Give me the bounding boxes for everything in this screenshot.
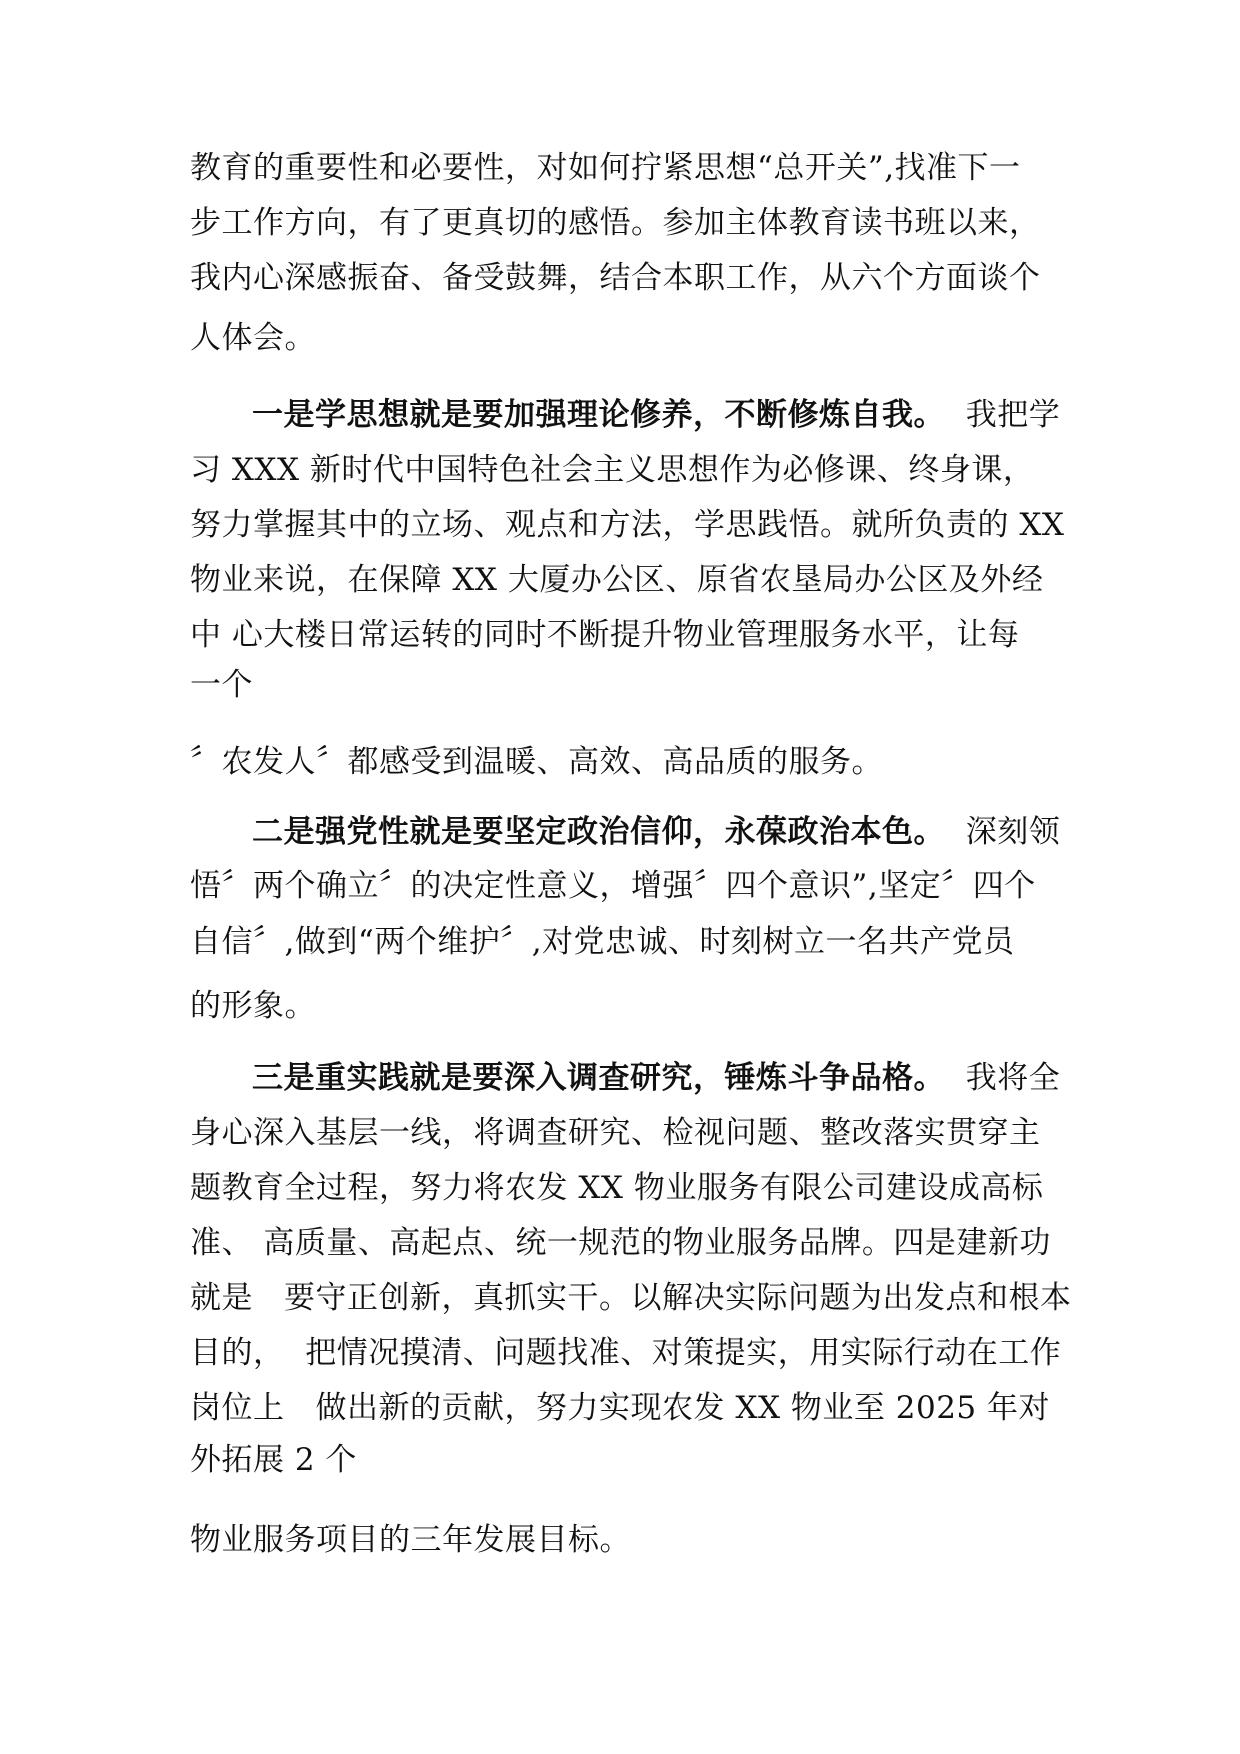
- text-line: 准、 高质量、高起点、统一规范的物业服务品牌。四是建新功: [190, 1225, 1051, 1261]
- text-line: 就是 要守正创新，真抓实干。以解决实际问题为出发点和根本: [190, 1280, 1072, 1316]
- text-line: 的形象。: [190, 988, 316, 1024]
- paragraph-3-heading: 三是重实践就是要深入调查研究，锤炼斗争品格。: [252, 1060, 945, 1096]
- text-line: 悟〞两个确立〞的决定性意义，增强〞四个意识”,坚定〞四个: [190, 868, 1036, 904]
- text-line: 物业服务项目的三年发展目标。: [190, 1522, 631, 1558]
- paragraph-3-first-line: [252, 1058, 1060, 1098]
- paragraph-2-first-line: [252, 812, 1060, 852]
- text-line: 目的， 把情况摸清、问题找准、对策提实，用实际行动在工作: [190, 1335, 1062, 1371]
- text-line: 人体会。: [190, 320, 316, 356]
- paragraph-3-lead-text: 我将全: [945, 1060, 1061, 1096]
- paragraph-1-heading: 一是学思想就是要加强理论修养，不断修炼自我。: [252, 397, 945, 433]
- paragraph-2-heading: 二是强党性就是要坚定政治信仰，永葆政治本色。: [252, 814, 945, 850]
- text-line: 习 XXX 新时代中国特色社会主义思想作为必修课、终身课，: [190, 452, 1035, 488]
- text-line: 我内心深感振奋、备受鼓舞，结合本职工作，从六个方面谈个: [190, 260, 1041, 296]
- text-line: 中 心大楼日常运转的同时不断提升物业管理服务水平，让每: [190, 617, 1020, 653]
- paragraph-1-lead-text: 我把学: [945, 397, 1061, 433]
- text-line: 一个: [190, 667, 253, 703]
- paragraph-2-lead-text: 深刻领: [945, 814, 1061, 850]
- text-line: 自信〞,做到“两个维护〞,对党忠诚、时刻树立一名共产党员: [190, 924, 1015, 960]
- paragraph-1-first-line: [252, 395, 1060, 435]
- text-line: 物业来说，在保障 XX 大厦办公区、原省农垦局办公区及外经: [190, 562, 1044, 598]
- text-line: 努力掌握其中的立场、观点和方法，学思践悟。就所负责的 XX: [190, 507, 1065, 543]
- text-line: 〞农发人〞都感受到温暖、高效、高品质的服务。: [190, 744, 883, 780]
- text-line: 教育的重要性和必要性，对如何拧紧思想“总开关”,找准下一: [190, 150, 1021, 186]
- text-line: 岗位上 做出新的贡献，努力实现农发 XX 物业至 2025 年对: [190, 1390, 1051, 1426]
- text-line: 外拓展 2 个: [190, 1442, 357, 1478]
- text-line: 步工作方向，有了更真切的感悟。参加主体教育读书班以来，: [190, 205, 1041, 241]
- text-line: 身心深入基层一线，将调查研究、检视问题、整改落实贯穿主: [190, 1115, 1041, 1151]
- text-line: 题教育全过程，努力将农发 XX 物业服务有限公司建设成高标: [190, 1170, 1044, 1206]
